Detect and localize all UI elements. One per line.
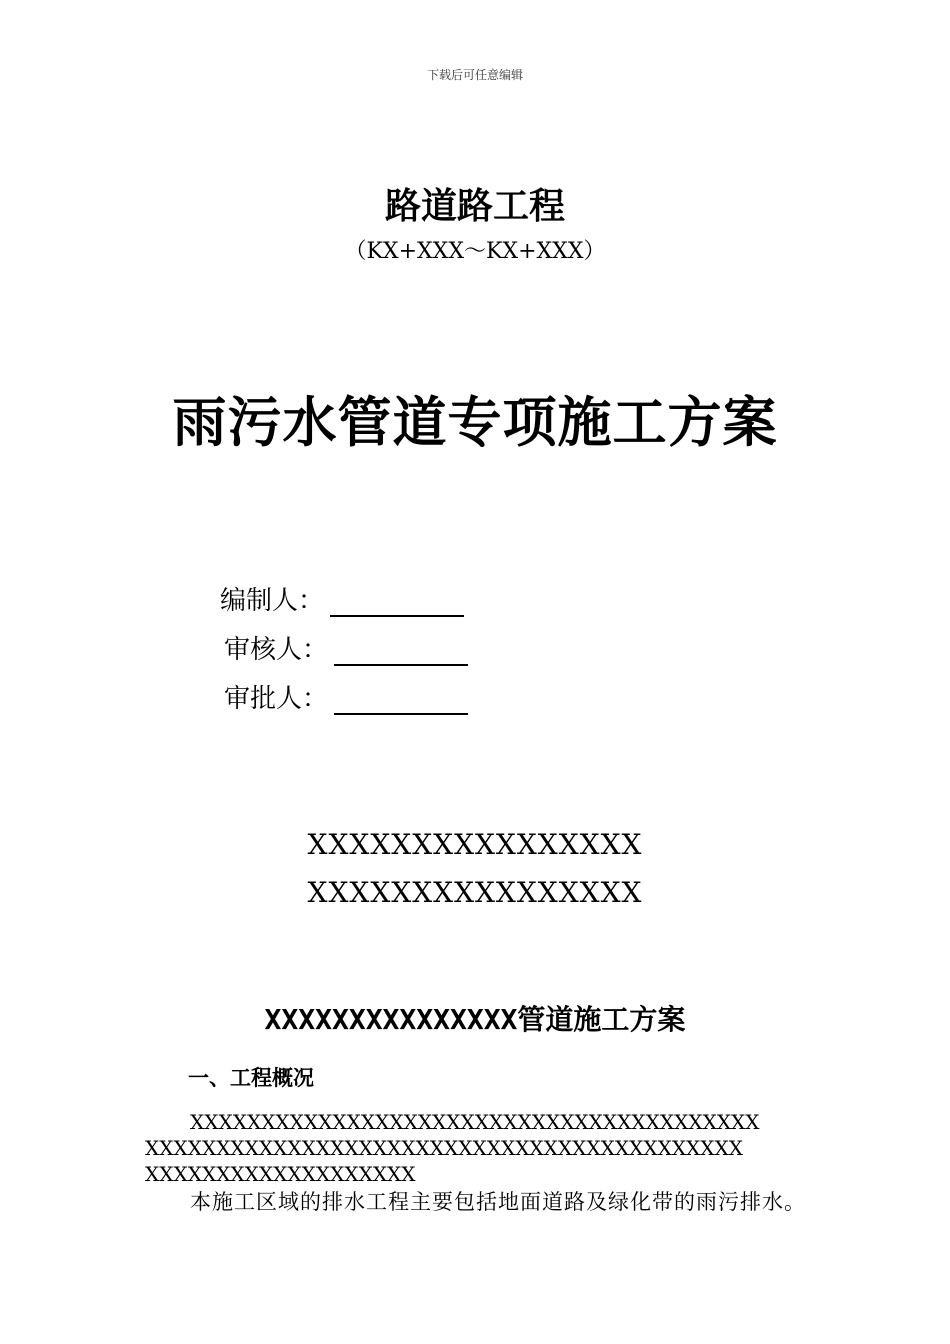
signature-label: 审批人： xyxy=(224,684,329,714)
project-range: （KX+XXX～KX+XXX） xyxy=(344,239,606,264)
paragraph-line: XXXXXXXXXXXXXXXXXXXXXXXXXXXXXXXXXXXXXXXX xyxy=(190,1110,760,1134)
signature-blank-line xyxy=(334,683,468,715)
section-title-suffix: 管道施工方案 xyxy=(517,1003,686,1036)
signature-blank-line xyxy=(334,634,468,666)
project-title: 路道路工程 xyxy=(384,185,565,227)
heading-project-overview: 一、工程概况 xyxy=(188,1066,314,1090)
signature-blank-line xyxy=(330,585,464,617)
section-title xyxy=(0,998,950,1038)
signature-row-reviewer xyxy=(224,629,468,666)
main-title: 雨污水管道专项施工方案 xyxy=(172,390,778,454)
company-line: XXXXXXXXXXXXXXXX xyxy=(307,876,643,909)
signature-row-approver xyxy=(224,678,468,715)
header-note: 下载后可任意编辑 xyxy=(426,68,523,82)
paragraph-drainage-scope: 本施工区域的排水工程主要包括地面道路及绿化带的雨污排水。 xyxy=(190,1190,806,1214)
section-title-prefix: XXXXXXXXXXXXXXX xyxy=(264,1003,518,1036)
paragraph-line: XXXXXXXXXXXXXXXXXXXXXXXXXXXXXXXXXXXXXXXXXX xyxy=(145,1136,744,1160)
signature-label: 审核人： xyxy=(224,635,329,665)
company-line: XXXXXXXXXXXXXXXX xyxy=(307,828,643,861)
signature-label: 编制人： xyxy=(220,586,325,616)
signature-row-compiler xyxy=(220,580,464,617)
paragraph-line: XXXXXXXXXXXXXXXXXXX xyxy=(145,1162,416,1186)
